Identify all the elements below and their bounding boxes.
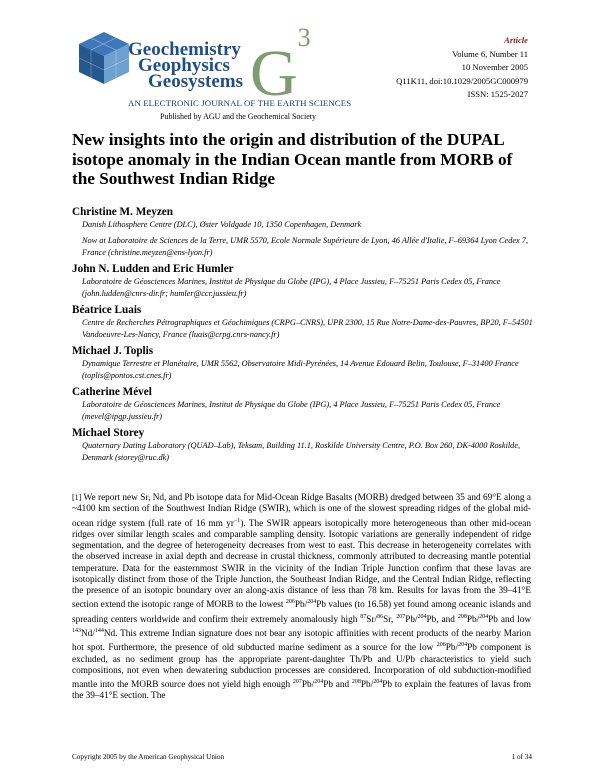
author-name: John N. Ludden and Eric Humler xyxy=(72,263,234,275)
g3-letter: G xyxy=(250,37,298,110)
author-name: Michael J. Toplis xyxy=(72,345,154,357)
article-title: New insights into the origin and distribution of the DUPAL isotope anomaly in the Indian Ocean mantle from MORB of the Southwest Indian Ridge xyxy=(72,130,513,188)
author-list xyxy=(72,206,542,468)
abstract-text-run: Pb to explain the features of lavas from the 39–41°E section. The xyxy=(72,680,531,702)
abstract-text-run: Pb/ xyxy=(405,614,418,625)
issn: ISSN: 1525-2027 xyxy=(467,89,528,100)
author-block xyxy=(72,386,542,423)
g3-cube-logo xyxy=(74,28,134,88)
author-affiliation: Laboratoire de Géosciences Marines, Institut de Physique du Globe (IPG), 4 Place Jussieu, F–75251 Paris Cedex 05, France (mevel@ipgp.jussieu.fr) xyxy=(82,400,501,421)
author-block xyxy=(72,263,542,300)
author-affiliation: Now at Laboratoire de Sciences de la Terre, UMR 5570, Ecole Normale Supérieure de Lyon, 46 Allée d'Italie, F–69364 Lyon Cedex 7, France (christine.meyzen@ens-lyon.fr) xyxy=(82,236,529,257)
isotope-superscript: 208 xyxy=(457,613,467,620)
abstract-text-run: We report new Sr, Nd, and Pb isotope data for Mid-Ocean Ridge Basalts (MORB) dredged between 35 and 69°E along a ~4100 km section of the Southwest Indian Ridge (SWIR), which is one of the slowest spreading ridges of the global mid-ocean ridge system (full rate of 16 mm yr xyxy=(72,493,531,529)
author-block xyxy=(72,304,542,341)
author-name: Catherine Mével xyxy=(72,386,152,398)
abstract-text-run: ). The SWIR appears isotopically more heterogeneous than other mid-ocean ridges over similar length scales and comparable sampling density. Isotopic variations are generally independent of ridge segmentation, and the degree of heterogeneity decreases from west to east. This decrease in heterogeneity correlates with the observed increase in axial depth and decrease in crustal thickness, commonly attributed to decreasing mantle potential temperature. Data for the easternmost SWIR in the vicinity of the Indian Triple Junction confirm that these lavas are isotopically distinct from those of the Triple Junction, the Southeast Indian Ridge, and the Central Indian Ridge, reflecting the presence of an isotopic boundary over an along-axis distance of less than 78 km. Results for lavas from the 39–41°E section extend the isotopic range of MORB to the lowest xyxy=(72,518,531,611)
page-number: 1 of 34 xyxy=(511,753,532,761)
abstract-text-run: Pb and low xyxy=(488,614,531,625)
abstract-text-run: Nd. This extreme Indian signature does not bear any isotopic affinities with recent products of the nearby Marion hot spot. Furthermore, the presence of old subducted marine sediment as a source for the low xyxy=(72,629,531,654)
isotope-superscript: 204 xyxy=(458,642,468,649)
isotope-superscript: 143 xyxy=(72,627,81,634)
abstract-text-run: Pb/ xyxy=(294,600,308,611)
author-name: Christine M. Meyzen xyxy=(72,206,173,218)
abstract-text-run: Pb, and xyxy=(426,614,458,625)
journal-name xyxy=(128,39,243,92)
author-affiliation: Centre de Recherches Pétrographiques et Géochimiques (CRPG–CNRS), UPR 2300, 15 Rue Notre-Dame-des-Pauvres, BP20, F–54501 Vandoeuvre-Les-Nancy, France (luais@crpg.cnrs-nancy.fr) xyxy=(82,318,533,339)
isotope-superscript: 87 xyxy=(360,613,367,620)
author-name: Béatrice Luais xyxy=(72,304,142,316)
abstract-text-run: Pb values (to 16.58) yet found among oceanic islands and spreading centers worldwide and confirm their extremely anomalously high xyxy=(72,600,531,625)
g3-superscript: 3 xyxy=(297,23,311,52)
author-affiliation: Laboratoire de Géosciences Marines, Institut de Physique du Globe (IPG), 4 Place Jussieu, F–75251 Paris Cedex 05, France (john.ludden@cnrs-dir.fr; humler@ccr.jussieu.fr) xyxy=(82,277,501,298)
abstract-text-run: Sr/ xyxy=(366,614,378,625)
abstract-text-run: Pb/ xyxy=(360,680,374,691)
isotope-superscript: −1 xyxy=(233,517,241,524)
abstract-text-run: Pb component is excluded, as no sediment group has the appropriate parent-daughter Th/Pb and U/Pb characteristics to yield such compositions, not even when dewatering subduction processes are considered. Incorporation of old subduction-modified mantle into the MORB source does not yield high enough xyxy=(72,643,531,691)
abstract-text-run: Sr, xyxy=(383,614,397,625)
abstract-text-run: Pb/ xyxy=(445,643,459,654)
isotope-superscript: 207 xyxy=(292,679,302,686)
isotope-superscript: 86 xyxy=(377,613,384,620)
abstract-text-run: Pb/ xyxy=(466,614,480,625)
author-block xyxy=(72,427,542,464)
journal-name-line1: Geochemistry xyxy=(128,39,241,60)
abstract-paragraph xyxy=(72,492,531,703)
volume-number: Volume 6, Number 11 xyxy=(452,48,528,59)
abstract-text-run: Pb/ xyxy=(301,680,315,691)
isotope-superscript: 144 xyxy=(94,627,104,634)
isotope-superscript: 208 xyxy=(351,679,361,686)
doi: Q11K11, doi:10.1029/2005GC000979 xyxy=(396,75,528,86)
publisher-line: Published by AGU and the Geochemical Society xyxy=(160,112,316,121)
isotope-superscript: 206 xyxy=(436,642,446,649)
author-block xyxy=(72,345,542,382)
author-block xyxy=(72,206,542,259)
abstract-text xyxy=(72,493,531,701)
g3-wordmark xyxy=(250,23,311,110)
abstract-text-run: Pb and xyxy=(323,680,352,691)
paragraph-number: [1] xyxy=(72,493,82,502)
author-affiliation: Quaternary Dating Laboratory (QUAD–Lab), Teksam, Building 11.1, Roskilde University Centre, P.O. Box 260, DK-4000 Roskilde, Denmark (storey@ruc.dk) xyxy=(82,441,521,462)
article-meta xyxy=(396,34,528,102)
article-label: Article xyxy=(504,35,528,45)
isotope-superscript: 207 xyxy=(396,613,406,620)
journal-tagline: AN ELECTRONIC JOURNAL OF THE EARTH SCIENCES xyxy=(128,98,352,108)
author-name: Michael Storey xyxy=(72,427,145,439)
publication-date: 10 November 2005 xyxy=(461,62,528,73)
isotope-superscript: 204 xyxy=(479,613,489,620)
copyright-footer: Copyright 2005 by the American Geophysical Union xyxy=(72,753,225,761)
isotope-superscript: 204 xyxy=(373,679,383,686)
isotope-superscript: 204 xyxy=(417,613,427,620)
author-affiliation: Danish Lithosphere Centre (DLC), Øster Voldgade 10, 1350 Copenhagen, Denmark xyxy=(82,220,362,229)
author-affiliation: Dynamique Terrestre et Planétaire, UMR 5562, Observatoire Midi-Pyrénées, 14 Avenue Edouard Belin, Toulouse, F–31400 France (toplis@pontos.cst.cnes.fr) xyxy=(82,359,519,380)
isotope-superscript: 204 xyxy=(307,599,317,606)
journal-name-line3: Geosystems xyxy=(148,71,243,92)
journal-name-line2: Geophysics xyxy=(138,55,230,76)
abstract-text-run: Nd/ xyxy=(81,629,95,640)
isotope-superscript: 206 xyxy=(285,599,295,606)
isotope-superscript: 204 xyxy=(314,679,324,686)
